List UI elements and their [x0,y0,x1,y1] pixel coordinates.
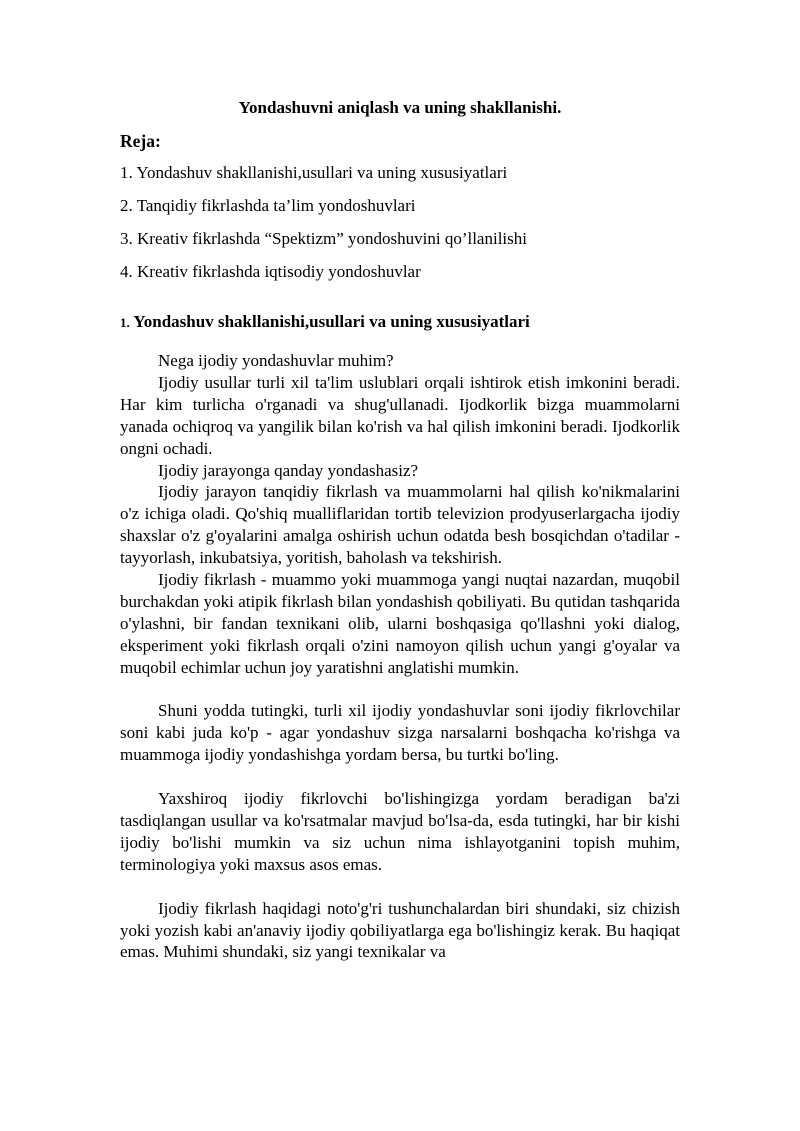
plan-item-1: 1. Yondashuv shakllanishi,usullari va uning xususiyatlari [120,163,508,182]
section-heading [120,310,530,335]
section-title: Yondashuv shakllanishi,usullari va uning xususiyatlari [133,312,530,331]
document-title: Yondashuvni aniqlash va uning shakllanishi. [238,98,562,117]
section-number: 1. [120,315,130,330]
paragraph-question-1: Nega ijodiy yondashuvlar muhim? [158,351,394,370]
paragraph: Ijodiy usullar turli xil ta'lim uslublari orqali ishtirok etish imkonini beradi. Har kim turlicha o'rganadi va shug'ullanadi. Ijodkorlik bizga muammolarni yanada ochiqroq va yangilik bilan ko'rish va hal qilish imkonini beradi. Ijodkorlik ongni ochadi. [120,372,680,458]
paragraph: Ijodiy jarayon tanqidiy fikrlash va muammolarni hal qilish ko'nikmalarini o'z ichiga oladi. Qo'shiq mualliflaridan tortib televizion prodyuserlargacha ijodiy shaxslar o'z g'oyalarini amalga oshirish uchun odatda besh bosqichdan o'tadilar - tayyorlash, inkubatsiya, yoritish, baholash va tekshirish. [120,482,680,568]
plan-item-3: 3. Kreativ fikrlashda “Spektizm” yondoshuvini qo’llanilishi [120,229,527,248]
body-text [120,350,680,963]
plan-item-4: 4. Kreativ fikrlashda iqtisodiy yondoshuvlar [120,262,421,281]
plan-item-2: 2. Tanqidiy fikrlashda ta’lim yondoshuvlari [120,196,416,215]
plan-heading: Reja: [120,131,161,151]
paragraph: Ijodiy fikrlash - muammo yoki muammoga yangi nuqtai nazardan, muqobil burchakdan yoki atipik fikrlash bilan yondashish qobiliyati. Bu qutidan tashqarida o'ylashni, bir fandan texnikani olib, ularni boshqasiga qo'llashni yoki dialog, eksperiment yoki fikrlash orqali o'zini namoyon qilish uchun yangi g'oyalar va muqobil echimlar uchun joy yaratishni anglatishi mumkin. [120,570,680,677]
paragraph: Shuni yodda tutingki, turli xil ijodiy yondashuvlar soni ijodiy fikrlovchilar soni kabi juda ko'p - agar yondashuv sizga narsalarni boshqacha ko'rishga va muammoga ijodiy yondashishga yordam bersa, bu turtki bo'ling. [120,701,680,765]
paragraph: Ijodiy fikrlash haqidagi noto'g'ri tushunchalardan biri shundaki, siz chizish yoki yozish kabi an'anaviy ijodiy qobiliyatlarga ega bo'lishingiz kerak. Bu haqiqat emas. Muhimi shundaki, siz yangi texnikalar va [120,898,680,962]
paragraph: Yaxshiroq ijodiy fikrlovchi bo'lishingizga yordam beradigan ba'zi tasdiqlangan usullar va ko'rsatmalar mavjud bo'lsa-da, esda tutingki, har bir kishi ijodiy bo'lishi mumkin va siz uchun nima ishlayotganini topish muhim, terminologiya yoki maxsus asos emas. [120,789,680,874]
paragraph-question-2: Ijodiy jarayonga qanday yondashasiz? [158,460,419,480]
